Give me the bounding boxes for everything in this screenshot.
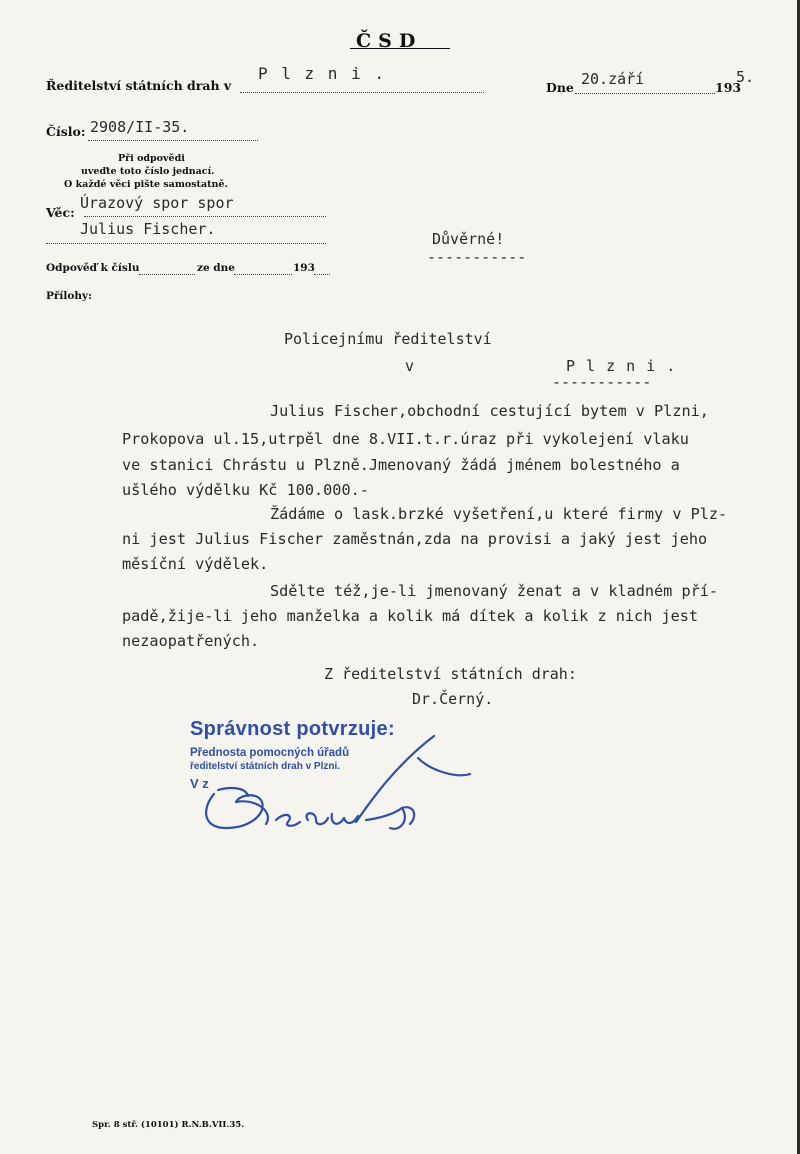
reply-ref-label: Odpověď k číslu xyxy=(46,262,140,274)
body-line-8: Sdělte též,je-li jmenovaný ženat a v kladném pří- xyxy=(270,582,719,600)
directorate-place: P l z n i . xyxy=(258,64,386,83)
reply-note-2: uveďte toto číslo jednací. xyxy=(81,166,215,177)
reply-ref-date-line xyxy=(234,274,292,275)
confidential-underline: ----------- xyxy=(427,248,527,266)
reply-note-3: O každé věci pište samostatně. xyxy=(64,179,228,190)
date-value: 20.září xyxy=(581,70,645,88)
body-line-6: ni jest Julius Fischer zaměstnán,zda na provisi a jaký jest jeho xyxy=(122,530,708,548)
agency-title: ČSD xyxy=(356,30,423,52)
addressee-line-3: P l z n i . xyxy=(566,357,677,375)
subject-line-2-rule xyxy=(46,243,326,244)
addressee-line-1: Policejnímu ředitelství xyxy=(284,330,492,348)
stamp-title: Správnost potvrzuje: xyxy=(190,718,395,740)
reply-ref-date-label: ze dne xyxy=(197,262,235,274)
subject-line-2: Julius Fischer. xyxy=(80,220,216,238)
reply-note-1: Při odpovědi xyxy=(118,153,185,164)
number-label: Číslo: xyxy=(46,124,86,139)
number-value: 2908/II-35. xyxy=(90,118,190,136)
body-line-3: ve stanici Chrástu u Plzně.Jmenovaný žádá jménem bolestného a xyxy=(122,456,680,474)
body-line-4: ušlého výdělku Kč 100.000.- xyxy=(122,481,369,499)
reply-ref-number-line xyxy=(139,274,195,275)
directorate-place-line xyxy=(240,92,484,93)
stamp-line-1: Přednosta pomocných úřadů xyxy=(190,747,350,759)
stamp-line-2: ředitelství státních drah v Plzni. xyxy=(190,761,341,772)
confidential-mark: Důvěrné! xyxy=(432,230,505,248)
body-line-7: měsíční výdělek. xyxy=(122,555,269,573)
body-line-2: Prokopova ul.15,utrpěl dne 8.VII.t.r.úraz při vykolejení vlaku xyxy=(122,430,689,448)
closing-signatory: Dr.Černý. xyxy=(412,690,494,708)
closing-line-1: Z ředitelství státních drah: xyxy=(324,665,577,683)
body-line-5: Žádáme o lask.brzké vyšetření,u které firmy v Plz- xyxy=(270,505,728,523)
date-line xyxy=(575,93,715,94)
body-line-9: padě,žije-li jeho manželka a kolik má dítek a kolik z nich jest xyxy=(122,607,699,625)
reply-ref-year-line xyxy=(314,274,330,275)
subject-label: Věc: xyxy=(46,205,75,220)
attachments-label: Přílohy: xyxy=(46,290,93,302)
number-line xyxy=(88,140,258,141)
addressee-line-2: v xyxy=(405,357,415,375)
handwritten-signature xyxy=(196,728,486,848)
year-suffix: 5. xyxy=(736,68,755,86)
subject-line-1-rule xyxy=(84,216,326,217)
stamp-line-3: V z xyxy=(190,776,209,791)
date-label: Dne xyxy=(546,80,574,95)
directorate-label: Ředitelství státních drah v xyxy=(46,78,232,93)
form-code: Spr. 8 stř. (10101) R.N.B.VII.35. xyxy=(92,1120,245,1130)
body-line-1: Julius Fischer,obchodní cestující bytem v Plzni, xyxy=(270,402,709,420)
body-line-10: nezaopatřených. xyxy=(122,632,260,650)
subject-line-1: Úrazový spor spor xyxy=(80,194,234,212)
year-prefix: 193 xyxy=(715,80,742,95)
addressee-underline: ----------- xyxy=(552,373,652,391)
agency-title-underline xyxy=(350,48,450,49)
reply-ref-year: 193 xyxy=(293,262,315,274)
